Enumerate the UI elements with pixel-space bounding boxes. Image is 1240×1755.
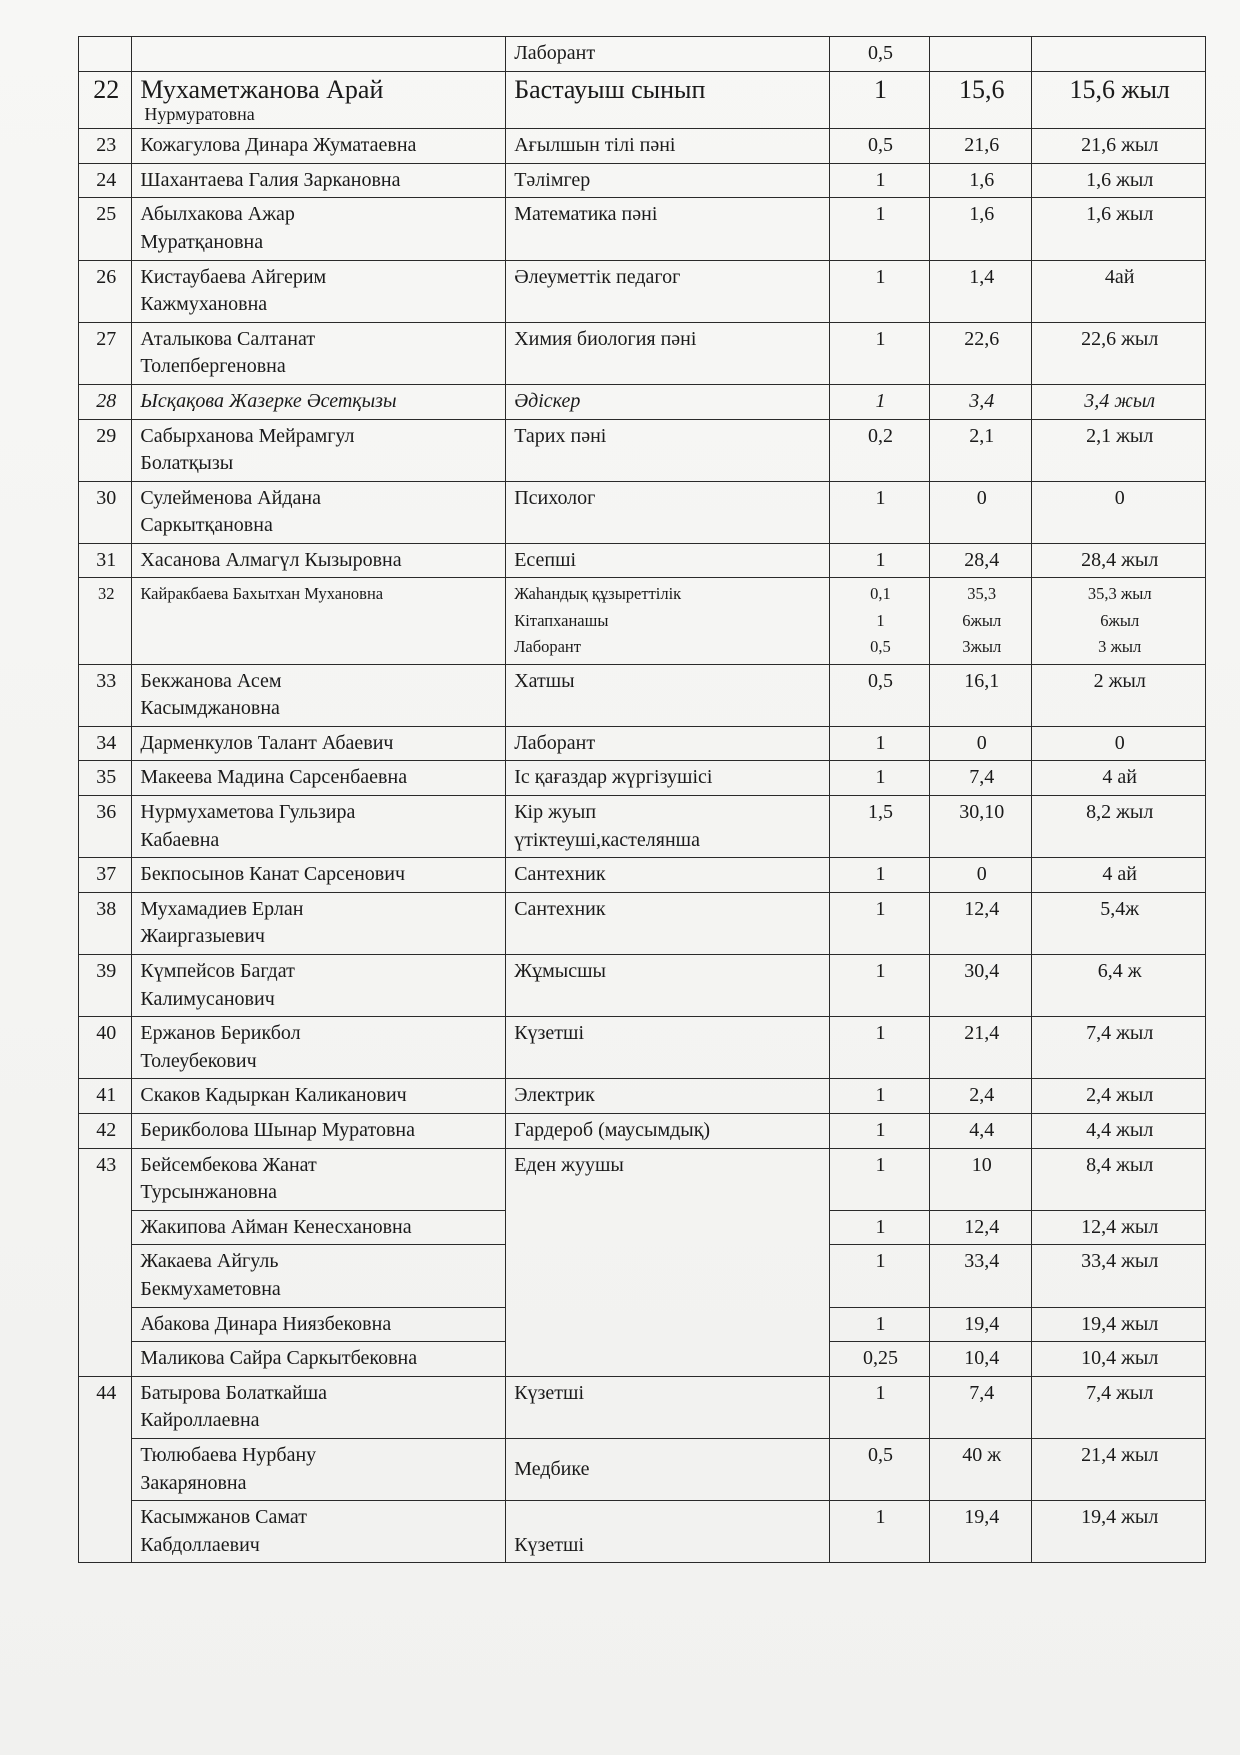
row-number: 35 — [79, 761, 132, 796]
experience-cell: 19,4 — [930, 1501, 1032, 1563]
rate-cell: 0,5 — [829, 37, 929, 72]
name-line: Күмпейсов Багдат — [140, 960, 295, 982]
name-line: Ысқақова Жазерке Әсетқызы — [140, 389, 397, 412]
name-line: Макеева Мадина Сарсенбаевна — [140, 766, 408, 789]
position-cell — [506, 955, 830, 1017]
rate-cell-line: 0,5 — [870, 637, 891, 657]
rate-cell: 1 — [829, 1148, 929, 1210]
name-cell — [132, 419, 506, 481]
name-line: Хасанова Алмагүл Кызыровна — [140, 548, 402, 571]
name-cell — [132, 1210, 506, 1245]
row-number: 39 — [79, 955, 132, 1017]
name-line: Сулейменова Айдана — [140, 486, 321, 509]
ped-experience-cell: 2,4 жыл — [1032, 1079, 1206, 1114]
table-row — [79, 726, 1206, 761]
position-line: Күзетші — [514, 1022, 585, 1045]
position-cell-line: Кітапханашы — [514, 610, 609, 630]
table-row — [79, 761, 1206, 796]
name-line: Сабырханова Мейрамгул — [140, 424, 355, 447]
row-number: 36 — [79, 796, 132, 858]
ped-experience-cell: 0 — [1032, 726, 1206, 761]
name-line: Закаряновна — [140, 1471, 247, 1494]
name-cell — [132, 37, 506, 72]
position-cell: Еден жуушы — [506, 1148, 830, 1376]
position-cell: Күзетші — [506, 1376, 830, 1438]
name-cell — [132, 543, 506, 578]
rate-cell: 1 — [829, 543, 929, 578]
name-cell — [132, 726, 506, 761]
name-cell — [132, 198, 506, 260]
position-cell — [506, 481, 830, 543]
name-cell — [132, 892, 506, 954]
ped-experience-cell: 1,6 жыл — [1032, 198, 1206, 260]
position-line: Гардероб (маусымдық) — [514, 1118, 711, 1141]
rate-cell: 1 — [829, 1113, 929, 1148]
table-row — [79, 578, 1206, 664]
rate-cell: 1 — [829, 761, 929, 796]
rate-cell: 1 — [829, 1501, 929, 1563]
experience-cell: 21,4 — [930, 1017, 1032, 1079]
name-line: Кайроллаевна — [140, 1409, 260, 1432]
experience-cell: 0 — [930, 481, 1032, 543]
name-cell — [132, 129, 506, 164]
name-line: Кабаевна — [140, 828, 220, 851]
ped-experience-cell — [1032, 578, 1206, 664]
row-number: 22 — [79, 71, 132, 129]
experience-cell-line: 35,3 — [967, 584, 997, 604]
ped-experience-cell: 33,4 жыл — [1032, 1245, 1206, 1307]
experience-cell: 7,4 — [930, 761, 1032, 796]
table-row — [79, 892, 1206, 954]
row-number — [79, 37, 132, 72]
name-cell — [132, 322, 506, 384]
name-cell — [132, 1017, 506, 1079]
experience-cell: 22,6 — [930, 322, 1032, 384]
position-line: Химия биология пәні — [514, 327, 697, 350]
row-number: 41 — [79, 1079, 132, 1114]
row-number: 28 — [79, 384, 132, 419]
ped-experience-cell: 7,4 жыл — [1032, 1376, 1206, 1438]
experience-cell: 0 — [930, 726, 1032, 761]
name-line: Бекжанова Асем — [140, 669, 282, 692]
position-line: Кір жуып — [514, 801, 597, 824]
ped-experience-cell: 6,4 ж — [1032, 955, 1206, 1017]
position-line: үтіктеуші,кастелянша — [514, 828, 700, 851]
name-line: Турсынжановна — [140, 1181, 278, 1204]
experience-cell — [930, 578, 1032, 664]
name-cell — [132, 1307, 506, 1342]
experience-cell: 1,6 — [930, 198, 1032, 260]
ped-experience-cell-line: 35,3 жыл — [1087, 584, 1152, 604]
name-cell — [132, 163, 506, 198]
table-row — [79, 1438, 1206, 1500]
name-line: Нурмуратовна — [144, 104, 255, 125]
table-row — [79, 1113, 1206, 1148]
ped-experience-cell: 4,4 жыл — [1032, 1113, 1206, 1148]
ped-experience-cell: 8,4 жыл — [1032, 1148, 1206, 1210]
table-row — [79, 481, 1206, 543]
rate-cell: 1 — [829, 163, 929, 198]
name-cell — [132, 1376, 506, 1438]
rate-cell-line: 1 — [876, 610, 885, 630]
row-number: 30 — [79, 481, 132, 543]
position-cell — [506, 419, 830, 481]
ped-experience-cell: 4 ай — [1032, 761, 1206, 796]
name-cell — [132, 664, 506, 726]
name-cell — [132, 71, 506, 129]
name-cell — [132, 1079, 506, 1114]
rate-cell: 0,2 — [829, 419, 929, 481]
table-row — [79, 1501, 1206, 1563]
name-cell — [132, 955, 506, 1017]
experience-cell: 30,4 — [930, 955, 1032, 1017]
name-line: Кабдоллаевич — [140, 1533, 260, 1556]
table-row — [79, 37, 1206, 72]
name-cell: Кайракбаева Бахытхан Мухановна — [132, 578, 506, 664]
experience-cell: 15,6 — [930, 71, 1032, 129]
position-cell — [506, 384, 830, 419]
table-row — [79, 955, 1206, 1017]
rate-cell-line: 0,1 — [870, 584, 891, 604]
experience-cell: 19,4 — [930, 1307, 1032, 1342]
name-line: Калимусанович — [140, 987, 275, 1010]
position-line: Есепші — [514, 548, 577, 571]
row-number: 32 — [79, 578, 132, 664]
name-line: Бекмухаметовна — [140, 1277, 281, 1300]
experience-cell: 1,4 — [930, 260, 1032, 322]
name-line: Шахантаева Галия Заркановна — [140, 168, 401, 191]
position-cell — [506, 664, 830, 726]
position-cell — [506, 543, 830, 578]
name-line: Толепбергеновна — [140, 355, 286, 378]
ped-experience-cell: 15,6 жыл — [1032, 71, 1206, 129]
ped-experience-cell: 19,4 жыл — [1032, 1307, 1206, 1342]
position-cell-line: Лаборант — [514, 637, 581, 657]
position-cell — [506, 260, 830, 322]
experience-cell: 10,4 — [930, 1342, 1032, 1377]
position-line: Сантехник — [514, 897, 606, 920]
rate-cell: 1 — [829, 1307, 929, 1342]
name-line: Нурмухаметова Гульзира — [140, 801, 356, 824]
rate-cell: 1 — [829, 1017, 929, 1079]
rate-cell: 0,5 — [829, 129, 929, 164]
name-cell — [132, 796, 506, 858]
row-number: 38 — [79, 892, 132, 954]
name-line: Бекпосынов Канат Сарсенович — [140, 863, 406, 886]
experience-cell: 3,4 — [930, 384, 1032, 419]
position-line: Әлеуметтік педагог — [514, 265, 681, 288]
experience-cell: 2,1 — [930, 419, 1032, 481]
position-cell: Лаборант — [506, 37, 830, 72]
position-line: Хатшы — [514, 669, 575, 692]
name-cell — [132, 1342, 506, 1377]
name-line: Скаков Кадыркан Каликанович — [140, 1084, 407, 1107]
position-cell — [506, 1113, 830, 1148]
experience-cell: 1,6 — [930, 163, 1032, 198]
name-line: Болатқызы — [140, 452, 234, 475]
row-number: 27 — [79, 322, 132, 384]
position-cell — [506, 796, 830, 858]
row-number: 40 — [79, 1017, 132, 1079]
experience-cell: 21,6 — [930, 129, 1032, 164]
ped-experience-cell: 1,6 жыл — [1032, 163, 1206, 198]
name-line: Муратқановна — [140, 230, 264, 253]
experience-cell: 12,4 — [930, 1210, 1032, 1245]
name-line: Бейсембекова Жанат — [140, 1153, 317, 1176]
table-row — [79, 1376, 1206, 1438]
name-line: Жакипова Айман Кенесхановна — [140, 1215, 412, 1238]
rate-cell: 0,25 — [829, 1342, 929, 1377]
table-row — [79, 129, 1206, 164]
ped-experience-cell: 12,4 жыл — [1032, 1210, 1206, 1245]
table-row — [79, 419, 1206, 481]
position-cell-line: Жаһандық құзыреттілік — [514, 584, 682, 604]
position-cell — [506, 163, 830, 198]
rate-cell: 1 — [829, 1376, 929, 1438]
name-line: Батырова Болаткайша — [140, 1381, 328, 1404]
ped-experience-cell-line: 3 жыл — [1098, 637, 1142, 657]
rate-cell: 1 — [829, 260, 929, 322]
ped-experience-cell: 2,1 жыл — [1032, 419, 1206, 481]
experience-cell: 2,4 — [930, 1079, 1032, 1114]
name-line: Мухамадиев Ерлан — [140, 897, 304, 920]
ped-experience-cell: 21,4 жыл — [1032, 1438, 1206, 1500]
table-row — [79, 796, 1206, 858]
experience-cell: 4,4 — [930, 1113, 1032, 1148]
ped-experience-cell: 19,4 жыл — [1032, 1501, 1206, 1563]
experience-cell: 10 — [930, 1148, 1032, 1210]
name-cell — [132, 1245, 506, 1307]
name-cell — [132, 858, 506, 893]
experience-cell: 7,4 — [930, 1376, 1032, 1438]
name-line: Кажмухановна — [140, 293, 268, 316]
ped-experience-cell: 3,4 жыл — [1032, 384, 1206, 419]
position-line: Жұмысшы — [514, 960, 606, 982]
position-cell — [506, 1079, 830, 1114]
row-number: 29 — [79, 419, 132, 481]
experience-cell-line: 3жыл — [962, 637, 1002, 657]
name-line: Толеубекович — [140, 1049, 257, 1072]
name-cell — [132, 1438, 506, 1500]
rate-cell: 1 — [829, 71, 929, 129]
name-line: Жакаева Айгуль — [140, 1250, 279, 1273]
position-cell — [506, 858, 830, 893]
table-row — [79, 71, 1206, 129]
name-line: Дарменкулов Талант Абаевич — [140, 731, 394, 754]
position-line: Бастауыш сынып — [514, 74, 706, 104]
ped-experience-cell: 7,4 жыл — [1032, 1017, 1206, 1079]
rate-cell: 1,5 — [829, 796, 929, 858]
name-cell — [132, 1501, 506, 1563]
name-line: Абакова Динара Ниязбековна — [140, 1312, 392, 1335]
name-line: Касымджановна — [140, 697, 280, 720]
position-cell — [506, 892, 830, 954]
table-row — [79, 543, 1206, 578]
ped-experience-cell: 21,6 жыл — [1032, 129, 1206, 164]
ped-experience-cell: 10,4 жыл — [1032, 1342, 1206, 1377]
row-number: 42 — [79, 1113, 132, 1148]
position-line: Психолог — [514, 486, 596, 509]
rate-cell: 1 — [829, 198, 929, 260]
position-line: Тәлімгер — [514, 168, 591, 191]
staff-table-body — [79, 37, 1206, 1563]
rate-cell: 1 — [829, 1210, 929, 1245]
row-number: 31 — [79, 543, 132, 578]
name-cell — [132, 761, 506, 796]
table-row — [79, 198, 1206, 260]
name-line: Мухаметжанова Арай — [140, 74, 384, 104]
position-line: Математика пәні — [514, 203, 658, 226]
name-line: Тюлюбаева Нурбану — [140, 1443, 317, 1466]
experience-cell: 16,1 — [930, 664, 1032, 726]
position-line: Сантехник — [514, 863, 606, 886]
rate-cell — [829, 578, 929, 664]
rate-cell: 1 — [829, 481, 929, 543]
position-cell — [506, 761, 830, 796]
table-row — [79, 260, 1206, 322]
rate-cell: 1 — [829, 726, 929, 761]
name-line: Касымжанов Самат — [140, 1506, 307, 1529]
name-line: Жаиргазыевич — [140, 925, 265, 948]
ped-experience-cell: 4ай — [1032, 260, 1206, 322]
name-cell — [132, 260, 506, 322]
ped-experience-cell: 4 ай — [1032, 858, 1206, 893]
row-number: 34 — [79, 726, 132, 761]
name-cell — [132, 1148, 506, 1210]
ped-experience-cell-line: 6жыл — [1100, 610, 1140, 630]
position-cell — [506, 198, 830, 260]
position-cell — [506, 129, 830, 164]
table-row — [79, 322, 1206, 384]
experience-cell: 30,10 — [930, 796, 1032, 858]
position-cell: Медбике — [506, 1438, 830, 1500]
ped-experience-cell: 22,6 жыл — [1032, 322, 1206, 384]
rate-cell: 0,5 — [829, 1438, 929, 1500]
ped-experience-cell: 0 — [1032, 481, 1206, 543]
rate-cell: 1 — [829, 322, 929, 384]
row-number: 43 — [79, 1148, 132, 1376]
rate-cell: 1 — [829, 384, 929, 419]
table-row — [79, 163, 1206, 198]
name-cell — [132, 1113, 506, 1148]
table-row — [79, 1148, 1206, 1210]
row-number: 23 — [79, 129, 132, 164]
table-row — [79, 384, 1206, 419]
rate-cell: 1 — [829, 1079, 929, 1114]
position-cell: Күзетші — [506, 1501, 830, 1563]
experience-cell: 12,4 — [930, 892, 1032, 954]
name-line: Абылхакова Ажар — [140, 203, 295, 226]
rate-cell: 0,5 — [829, 664, 929, 726]
rate-cell: 1 — [829, 858, 929, 893]
row-number: 25 — [79, 198, 132, 260]
experience-cell-line: 6жыл — [962, 610, 1002, 630]
position-cell — [506, 71, 830, 129]
position-cell — [506, 1017, 830, 1079]
position-line: Іс қағаздар жүргізушісі — [514, 766, 713, 789]
position-line: Электрик — [514, 1084, 595, 1107]
ped-experience-cell — [1032, 37, 1206, 72]
name-line: Ержанов Берикбол — [140, 1022, 301, 1045]
name-line: Аталыкова Салтанат — [140, 327, 316, 350]
name-cell — [132, 481, 506, 543]
position-cell — [506, 322, 830, 384]
table-row — [79, 1017, 1206, 1079]
table-row — [79, 858, 1206, 893]
ped-experience-cell: 28,4 жыл — [1032, 543, 1206, 578]
name-line: Берикболова Шынар Муратовна — [140, 1118, 415, 1141]
table-row — [79, 664, 1206, 726]
experience-cell — [930, 37, 1032, 72]
position-cell — [506, 578, 830, 664]
row-number: 24 — [79, 163, 132, 198]
experience-cell: 40 ж — [930, 1438, 1032, 1500]
name-line: Кожагулова Динара Жуматаевна — [140, 134, 417, 157]
rate-cell: 1 — [829, 955, 929, 1017]
ped-experience-cell: 2 жыл — [1032, 664, 1206, 726]
staff-table — [78, 36, 1206, 1563]
ped-experience-cell: 5,4ж — [1032, 892, 1206, 954]
experience-cell: 0 — [930, 858, 1032, 893]
name-line: Маликова Сайра Саркытбековна — [140, 1347, 418, 1370]
position-line: Тарих пәні — [514, 424, 607, 447]
row-number: 33 — [79, 664, 132, 726]
row-number: 37 — [79, 858, 132, 893]
position-cell — [506, 726, 830, 761]
position-line: Лаборант — [514, 731, 596, 754]
name-cell — [132, 384, 506, 419]
experience-cell: 28,4 — [930, 543, 1032, 578]
position-line: Әдіскер — [514, 389, 581, 412]
ped-experience-cell: 8,2 жыл — [1032, 796, 1206, 858]
row-number: 26 — [79, 260, 132, 322]
name-line: Кистаубаева Айгерим — [140, 265, 327, 288]
position-line: Ағылшын тілі пәні — [514, 134, 676, 157]
rate-cell: 1 — [829, 1245, 929, 1307]
row-number: 44 — [79, 1376, 132, 1563]
experience-cell: 33,4 — [930, 1245, 1032, 1307]
name-line: Саркытқановна — [140, 514, 273, 537]
rate-cell: 1 — [829, 892, 929, 954]
table-row — [79, 1079, 1206, 1114]
